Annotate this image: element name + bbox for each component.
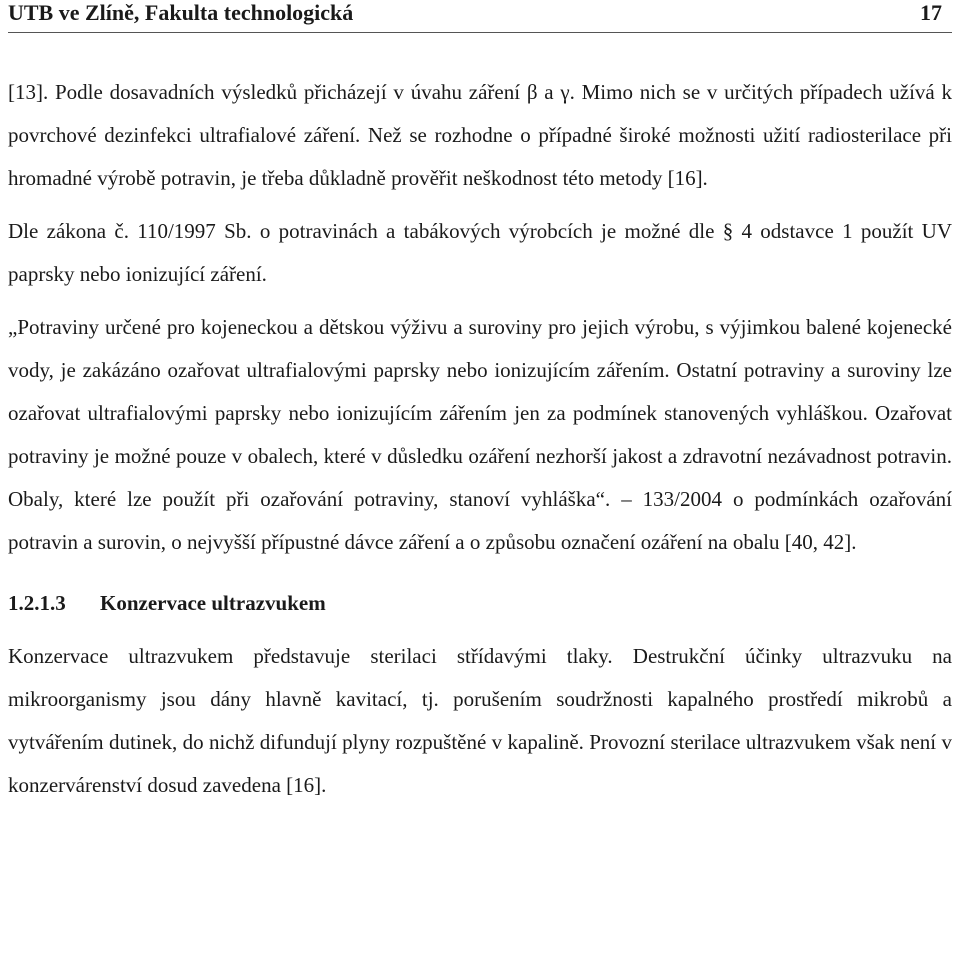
section-heading [8, 582, 952, 625]
paragraph-ultrasound: Konzervace ultrazvukem představuje sterilaci střídavými tlaky. Destrukční účinky ultrazvuku na mikroorganismy jsou dány hlavně kavitací, tj. porušením soudržnosti kapalného prostředí mikrobů a vytvářením dutinek, do nichž difundují plyny rozpuštěné v kapalině. Provozní sterilace ultrazvukem však není v konzervárenství dosud zavedena [16]. [8, 644, 952, 797]
header-title: UTB ve Zlíně, Fakulta technologická [8, 0, 354, 25]
page-content [8, 71, 952, 807]
paragraph-law-quote: „Potraviny určené pro kojeneckou a dětskou výživu a suroviny pro jejich výrobu, s výjimkou balené kojenecké vody, je zakázáno ozařovat ultrafialovými paprsky nebo ionizujícím zářením. Ostatní potraviny a suroviny lze ozařovat ultrafialovými paprsky nebo ionizujícím zářením jen za podmínek stanovených vyhláškou. Ozařovat potraviny je možné pouze v obalech, které v důsledku ozáření nezhorší jakost a zdravotní nezávadnost potravin. Obaly, které lze použít při ozařování potraviny, stanoví vyhláška“. – 133/2004 o podmínkách ozařování potravin a surovin, o nejvyšší přípustné dávce záření a o způsobu označení ozáření na obalu [40, 42]. [8, 315, 952, 554]
paragraph-law-reference: Dle zákona č. 110/1997 Sb. o potravinách a tabákových výrobcích je možné dle § 4 odstavce 1 použít UV paprsky nebo ionizující záření. [8, 219, 952, 286]
page-number: 17 [920, 0, 942, 25]
page-header [8, 0, 952, 33]
section-number: 1.2.1.3 [8, 591, 66, 615]
paragraph-radiosterilization: [13]. Podle dosavadních výsledků přicházejí v úvahu záření β a γ. Mimo nich se v určitých případech užívá k povrchové dezinfekci ultrafialové záření. Než se rozhodne o případné široké možnosti užití radiosterilace při hromadné výrobě potravin, je třeba důkladně prověřit neškodnost této metody [16]. [8, 80, 952, 190]
section-title: Konzervace ultrazvukem [100, 591, 326, 615]
